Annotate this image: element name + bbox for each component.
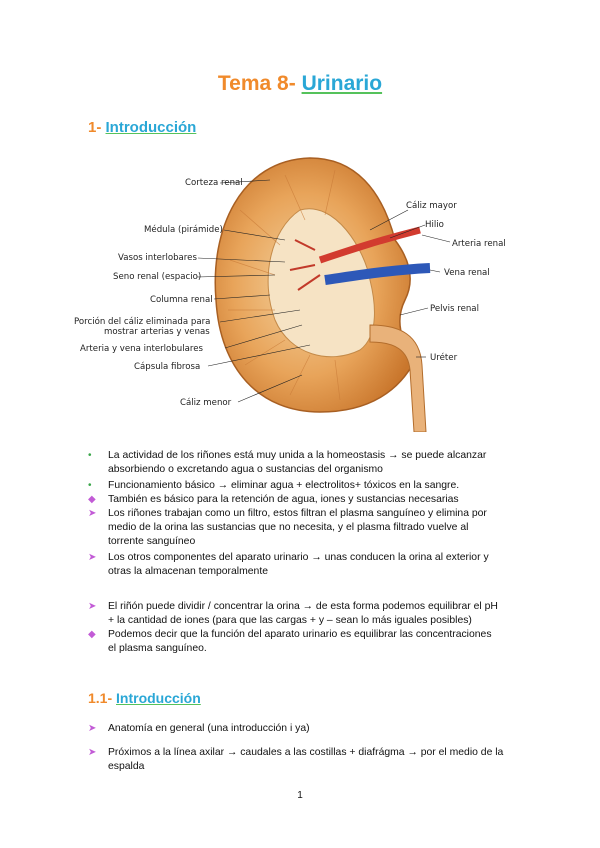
- bullet-list-2: [88, 600, 528, 656]
- bullet-list-3: [88, 722, 528, 774]
- bullet-diamond-icon: ◆: [88, 494, 96, 505]
- label-arteria-renal: Arteria renal: [452, 239, 506, 249]
- label-vena-renal: Vena renal: [444, 268, 490, 278]
- section-heading-2: [88, 690, 201, 706]
- bullet-arrow-icon: ➤: [88, 601, 97, 612]
- title-prefix: Tema 8-: [217, 72, 302, 95]
- section-heading-1: [88, 119, 196, 136]
- list-item: ◆ Podemos decir que la función del aparato urinario es equilibrar las concentraciones el plasma sanguíneo.: [88, 629, 492, 654]
- list-item: • Funcionamiento básico → eliminar agua + electrolitos+ tóxicos en la sangre.: [88, 480, 460, 491]
- bullet-arrow-icon: ➤: [88, 747, 97, 758]
- list-item: ◆ También es básico para la retención de agua, iones y sustancias necesarias: [88, 494, 459, 505]
- bullet-list-1: [88, 449, 528, 579]
- page-title: [0, 72, 600, 96]
- list-item: ➤ Anatomía en general (una introducción i ya): [88, 723, 310, 734]
- list-item: ➤ Los riñones trabajan como un filtro, estos filtran el plasma sanguíneo y elimina por medio de la orina las sustancias que no necesita, y el plasma filtrado vuelve al torrente sanguíneo: [88, 508, 487, 547]
- kidney-diagram: [70, 150, 540, 432]
- label-caliz-menor: Cáliz menor: [180, 398, 232, 408]
- section-link[interactable]: Introducción: [116, 690, 201, 706]
- label-hilio: Hilio: [425, 220, 444, 230]
- label-porcion-2: mostrar arterias y venas: [104, 327, 210, 337]
- list-item: ➤ El riñón puede dividir / concentrar la orina → de esta forma podemos equilibrar el pH + la cantidad de iones (para que las cargas + y – sean lo más iguales posibles): [88, 601, 498, 626]
- bullet-diamond-icon: ◆: [88, 629, 96, 640]
- title-link[interactable]: Urinario: [301, 72, 383, 95]
- label-ureter: Uréter: [430, 353, 458, 363]
- label-seno: Seno renal (espacio): [113, 272, 202, 282]
- section-number: 1-: [88, 119, 106, 136]
- label-pelvis: Pelvis renal: [430, 304, 479, 314]
- label-caliz-mayor: Cáliz mayor: [406, 201, 457, 211]
- section-number: 1.1-: [88, 690, 117, 706]
- bullet-dot-icon: •: [88, 480, 92, 491]
- bullet-dot-icon: •: [88, 450, 92, 461]
- bullet-arrow-icon: ➤: [88, 508, 97, 519]
- bullet-arrow-icon: ➤: [88, 552, 97, 563]
- label-columna: Columna renal: [150, 295, 213, 305]
- page-number: 1: [297, 790, 303, 801]
- label-corteza: Corteza renal: [185, 178, 243, 188]
- label-porcion-1: Porción del cáliz eliminada para: [74, 317, 211, 327]
- bullet-arrow-icon: ➤: [88, 723, 97, 734]
- label-capsula: Cápsula fibrosa: [134, 362, 201, 372]
- list-item: ➤ Los otros componentes del aparato urinario → unas conducen la orina al exterior y otras la almacenan temporalmente: [88, 552, 489, 577]
- label-medula: Médula (pirámide): [144, 225, 223, 235]
- list-item: ➤ Próximos a la línea axilar → caudales a las costillas + diafrágma → por el medio de la espalda: [88, 747, 504, 772]
- label-vasos: Vasos interlobares: [118, 253, 197, 263]
- list-item: • La actividad de los riñones está muy unida a la homeostasis → se puede alcanzar absorbiendo o excretando agua o sustancias del organismo: [88, 450, 487, 475]
- section-link[interactable]: Introducción: [105, 119, 197, 136]
- label-arteria-vena: Arteria y vena interlobulares: [80, 344, 203, 354]
